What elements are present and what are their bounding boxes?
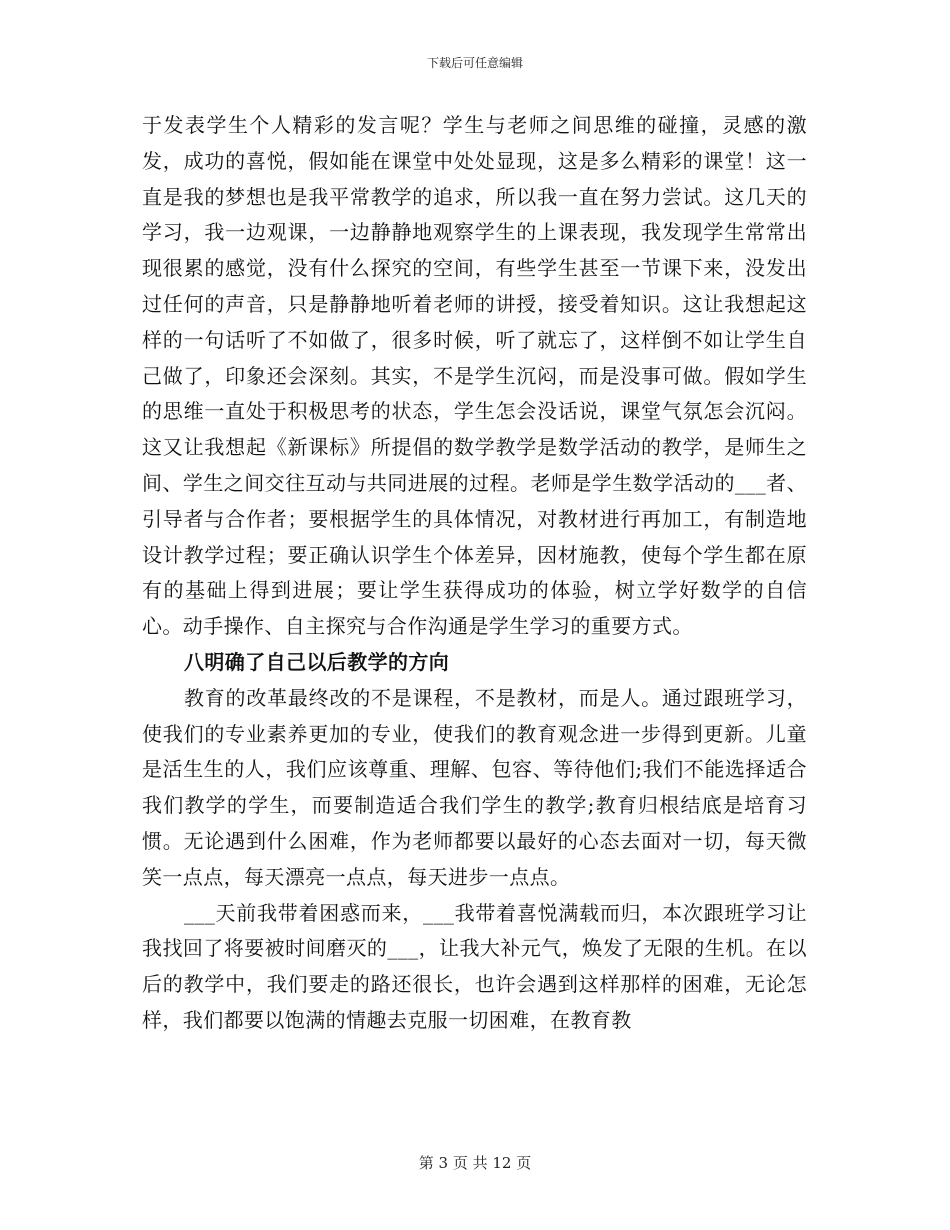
document-body [142, 108, 807, 1039]
page-header-note: 下载后可任意编辑 [426, 56, 523, 70]
paragraph-1: 于发表学生个人精彩的发言呢？学生与老师之间思维的碰撞，灵感的激发，成功的喜悦，假如能在课堂中处处显现，这是多么精彩的课堂！这一直是我的梦想也是我平常教学的追求，所以我一直在努力尝试。这几天的学习，我一边观课，一边静静地观察学生的上课表现，我发现学生常常出现很累的感觉，没有什么探究的空间，有些学生甚至一节课下来，没发出过任何的声音，只是静静地听着老师的讲授，接受着知识。这让我想起这样的一句话听了不如做了，很多时候，听了就忘了，这样倒不如让学生自己做了，印象还会深刻。其实，不是学生沉闷，而是没事可做。假如学生的思维一直处于积极思考的状态，学生怎会没话说，课堂气氛怎会沉闷。这又让我想起《新课标》所提倡的数学教学是数学活动的教学，是师生之间、学生之间交往互动与共同进展的过程。老师是学生数学活动的___者、引导者与合作者；要根据学生的具体情况，对教材进行再加工，有制造地设计教学过程；要正确认识学生个体差异，因材施教，使每个学生都在原有的基础上得到进展；要让学生获得成功的体验，树立学好数学的自信心。动手操作、自主探究与合作沟通是学生学习的重要方式。 [142, 113, 807, 639]
page-number: 第 3 页 共 12 页 [418, 1154, 532, 1172]
paragraph-3: ___天前我带着困惑而来，___我带着喜悦满载而归，本次跟班学习让我找回了将要被时间磨灭的___，让我大补元气，焕发了无限的生机。在以后的教学中，我们要走的路还很长，也许会遇到这样那样的困难，无论怎样，我们都要以饱满的情趣去克服一切困难，在教育教 [142, 900, 807, 1032]
paragraph-2: 教育的改革最终改的不是课程，不是教材，而是人。通过跟班学习，使我们的专业素养更加的专业，使我们的教育观念进一步得到更新。儿童是活生生的人，我们应该尊重、理解、包容、等待他们;我们不能选择适合我们教学的学生，而要制造适合我们学生的教学;教育归根结底是培育习惯。无论遇到什么困难，作为老师都要以最好的心态去面对一切，每天微笑一点点，每天漂亮一点点，每天进步一点点。 [142, 685, 807, 889]
section-heading: 八明确了自己以后教学的方向 [184, 649, 450, 674]
